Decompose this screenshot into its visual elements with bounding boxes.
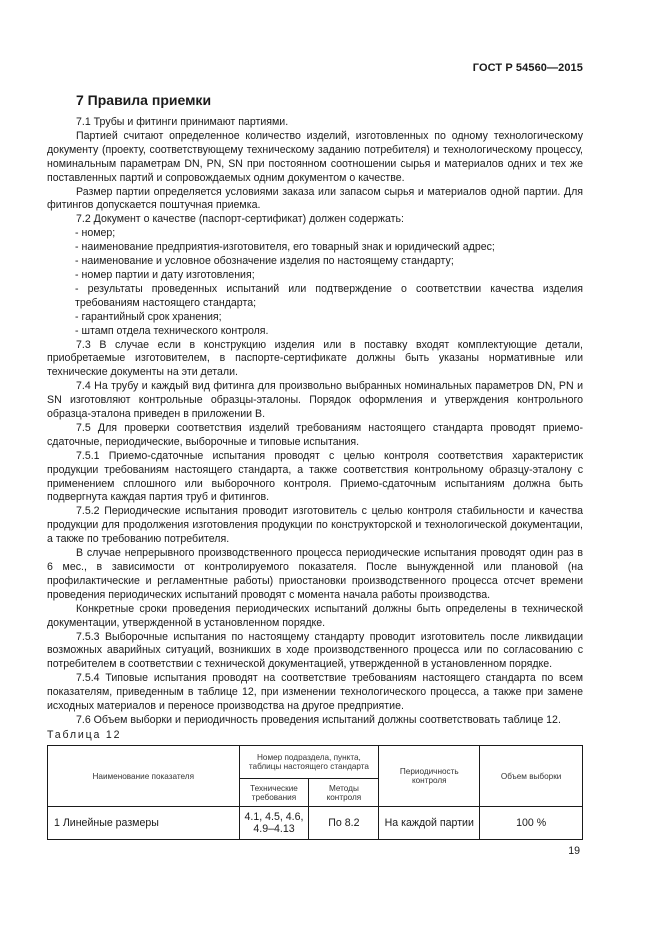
section-title: 7 Правила приемки (76, 92, 212, 108)
list-item: - штамп отдела технического контроля. (75, 324, 269, 337)
header-period: Периодичность контроля (379, 746, 480, 807)
list-item: - наименование предприятия-изготовителя, его товарный знак и юридический адрес; (75, 241, 495, 254)
paragraph-7-2: 7.2 Документ о качестве (паспорт-сертификат) должен содержать: (76, 213, 404, 226)
paragraph-7-5-2: 7.5.2 Периодические испытания проводит изготовитель с целью контроля стабильности и качества продукции для продолжения изготовления продукции по конструкторской и технологической документации, а также по требованию потребителя. (47, 505, 583, 546)
cell-name: 1 Линейные размеры (48, 807, 240, 840)
header-methods: Методы контроля (309, 779, 379, 807)
document-body (47, 116, 583, 728)
table-12 (47, 745, 583, 840)
table-caption: Таблица 12 (47, 729, 122, 741)
paragraph-7-5-4: 7.5.4 Типовые испытания проводят на соответствие требованиям настоящего стандарта по всем показателям, приведенным в таблице 12, при изменении технологического процесса, а также при замене исходных материалов и переносе производства на другое предприятие. (47, 672, 583, 713)
cell-volume: 100 % (480, 807, 583, 840)
table-row (48, 807, 583, 840)
paragraph-7-1: 7.1 Трубы и фитинги принимают партиями. (76, 116, 289, 128)
paragraph-7-5-3: 7.5.3 Выборочные испытания по настоящему стандарту проводит изготовитель после ликвидации возможных аварийных ситуаций, возникших в ходе производственного процесса или по согласованию с потребителем в соответствии с технической документацией, утвержденной в установленном порядке. (47, 630, 583, 671)
header-name: Наименование показателя (48, 746, 240, 807)
list-item: - гарантийный срок хранения; (75, 310, 222, 323)
paragraph-7-6: 7.6 Объем выборки и периодичность проведения испытаний должны соответствовать таблице 12. (76, 713, 561, 726)
page-number: 19 (568, 845, 580, 857)
paragraph-7-3: 7.3 В случае если в конструкцию изделия или в поставку входят комплектующие детали, приобретаемые изготовителем, в паспорте-сертификате должны быть указаны нормативные или технические документы на эти детали. (47, 338, 583, 379)
header-tech-requirements: Технические требования (239, 779, 309, 807)
cell-methods: По 8.2 (309, 807, 379, 840)
list-item: - номер; (75, 227, 116, 240)
paragraph-7-5: 7.5 Для проверки соответствия изделий требованиям настоящего стандарта проводят приемо-сдаточные, периодические, выборочные и типовые испытания. (47, 421, 583, 448)
list-item: - результаты проведенных испытаний или подтверждение о соответствии качества изделия требованиям настоящего стандарта; (75, 282, 583, 309)
paragraph-batch-size: Размер партии определяется условиями заказа или запасом сырья и материалов одной партии. Для фитингов допускается поштучная приемка. (47, 185, 583, 212)
paragraph-7-5-1: 7.5.1 Приемо-сдаточные испытания проводят с целью контроля соответствия характеристик продукции требованиям настоящего стандарта, а также соответствия контрольному образцу-эталону с применением сплошного или выборочного контроля. Приемо-сдаточным испытаниям должна быть подвергнута каждая партия труб и фитингов. (47, 449, 583, 504)
paragraph-specific-terms: Конкретные сроки проведения периодических испытаний должны быть определены в технической документации, утвержденной в установленном порядке. (47, 602, 583, 629)
header-volume: Объем выборки (480, 746, 583, 807)
header-group: Номер подраздела, пункта, таблицы настоящего стандарта (239, 746, 379, 779)
paragraph-continuous-process: В случае непрерывного производственного процесса периодические испытания проводят один раз в 6 мес., в зависимости от контролируемого показателя. После вынужденной или плановой (на профилактические и регламентные работы) приостановки производственного процесса отсчет времени проведения периодических испытаний проводят с момента начала работы производства. (47, 547, 583, 601)
cell-period: На каждой партии (379, 807, 480, 840)
paragraph-batch-definition: Партией считают определенное количество изделий, изготовленных по одному технологическому документу (проекту, соответствующему техническому заданию потребителя) и технологическому процессу, номинальным параметрам DN, PN, SN при постоянном соотношении сырья и материалов одних и тех же поставленных партий и сопровождаемых одним документом о качестве. (47, 129, 583, 184)
paragraph-7-4: 7.4 На трубу и каждый вид фитинга для произвольно выбранных номинальных параметров DN, PN и SN изготовляют контрольные образцы-эталоны. Порядок оформления и утверждения контрольного образца-эталона приведен в приложении В. (47, 380, 583, 421)
cell-tech: 4.1, 4.5, 4.6, 4.9–4.13 (239, 807, 309, 840)
standard-number: ГОСТ Р 54560—2015 (472, 62, 583, 74)
list-item: - наименование и условное обозначение изделия по настоящему стандарту; (75, 255, 454, 268)
list-item: - номер партии и дату изготовления; (75, 268, 255, 281)
